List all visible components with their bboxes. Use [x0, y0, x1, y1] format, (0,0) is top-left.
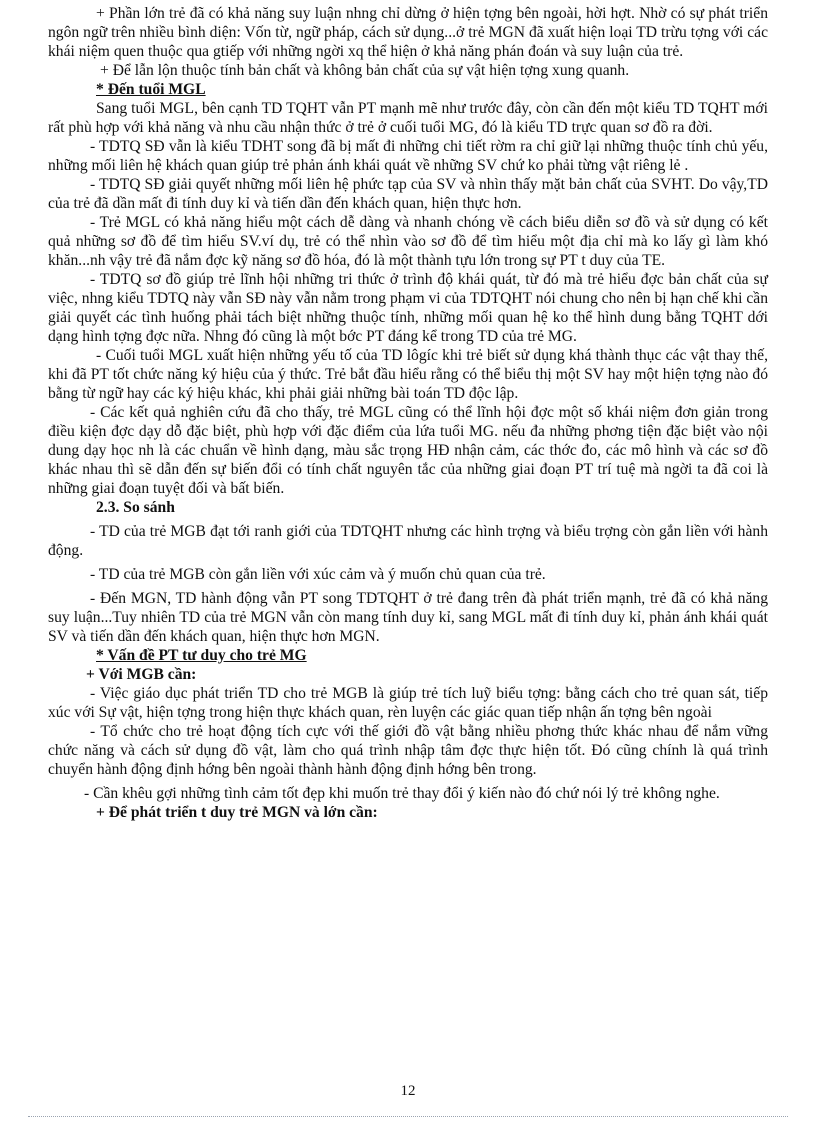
paragraph: - Việc giáo dục phát triển TD cho trẻ MGB là giúp trẻ tích luỹ biểu tợng: bằng cách cho trẻ quan sát, tiếp xúc với Sự vật, hiện tợng trong hiện thực khách quan, rèn luyện các giác quan tiếp nhận ấn tợng bên ngoài — [48, 685, 768, 721]
page-body — [48, 4, 768, 822]
section-heading: * Đến tuổi MGL — [96, 81, 206, 98]
subsection-heading: + Với MGB cần: — [86, 666, 197, 683]
paragraph: - TDTQ SĐ giải quyết những mối liên hệ phức tạp của SV và nhìn thấy mặt bản chất của SVHT. Do vậy,TD của trẻ đã dần mất đi tính duy kỉ và tiến dần đến khách quan, hiện thực hơn. — [48, 176, 768, 212]
paragraph: - Các kết quả nghiên cứu đã cho thấy, trẻ MGL cũng có thể lĩnh hội đợc một số khái niệm đơn giản trong điều kiện đợc dạy dỗ đặc biệt, phù hợp với đặc điểm của lứa tuổi MG. nếu đa những phơng tiện đặc biệt vào nội dung dạy học nh là các chuẩn về hình dạng, màu sắc trọng HĐ nhận cảm, các thớc đo, các mô hình và các sơ đồ khác nhau thì sẽ dẫn đến sự biến đổi có tính chất nguyên tắc của những giai đoạn PT trí tuệ mà ngời ta đã coi là những giai đoạn tuyệt đối và bất biến. — [48, 404, 768, 497]
page-bottom-border — [28, 1116, 788, 1117]
paragraph: + Phần lớn trẻ đã có khả năng suy luận nhng chỉ dừng ở hiện tợng bên ngoài, hời hợt. Nhờ có sự phát triển ngôn ngữ trên nhiều bình diện: Vốn từ, ngữ pháp, cách sử dụng...ở trẻ MGN đã xuất hiện loại TD trừu tợng với các khái niệm quen thuộc qua gtiếp với những ngời xq thể hiện ở khả năng phán đoán và suy luận của trẻ. — [48, 5, 768, 60]
paragraph: - Cần khêu gợi những tình cảm tốt đẹp khi muốn trẻ thay đổi ý kiến nào đó chứ nói lý trẻ không nghe. — [84, 785, 720, 802]
paragraph: - TDTQ SĐ vẫn là kiểu TDHT song đã bị mất đi những chi tiết rờm ra chỉ giữ lại những thuộc tính chủ yếu, những mối liên hệ khách quan giúp trẻ phản ánh khái quát về những SV chứ ko phải từng vật riêng lẻ . — [48, 138, 768, 174]
paragraph: - Tổ chức cho trẻ hoạt động tích cực với thế giới đồ vật bằng nhiều phơng thức khác nhau để nắm vững chức năng và cách sử dụng đồ vật, làm cho quá trình nhập tâm đợc thực hiện tốt. Đó cũng chính là quá trình chuyển hành động định hớng bên ngoài thành hành động định hớng bên trong. — [48, 723, 768, 778]
paragraph: - TD của trẻ MGB đạt tới ranh giới của TDTQHT nhưng các hình trợng và biểu trợng còn gắn liền với hành động. — [48, 523, 768, 559]
section-heading: * Vấn đề PT tư duy cho trẻ MG — [96, 647, 307, 664]
paragraph: - Trẻ MGL có khả năng hiểu một cách dễ dàng và nhanh chóng về cách biểu diễn sơ đồ và sử dụng có kết quả những sơ đồ để tìm hiểu SV.ví dụ, trẻ có thể nhìn vào sơ đồ để tìm hiểu một địa chỉ mà ko lấy gì làm khó khăn...nh vậy trẻ đã nắm đợc kỹ năng sơ đồ hóa, đó là một thành tựu lớn trong sự PT t duy của TE. — [48, 214, 768, 269]
paragraph: + Để lẫn lộn thuộc tính bản chất và không bản chất của sự vật hiện tợng xung quanh. — [100, 62, 630, 79]
page-number: 12 — [400, 1083, 416, 1099]
paragraph: - Đến MGN, TD hành động vẫn PT song TDTQHT ở trẻ đang trên đà phát triển mạnh, trẻ đã có khả năng suy luận...Tuy nhiên TD của trẻ MGN vẫn còn mang tính duy kỉ, sang MGL mất đi tính duy kỉ, phản ánh khái quát SV và tiến dần đến khách quan, hiện thực hơn MGN. — [48, 590, 768, 645]
paragraph: - Cuối tuổi MGL xuất hiện những yếu tố của TD lôgíc khi trẻ biết sử dụng khá thành thục các vật thay thế, khi đã PT tốt chức năng ký hiệu của ý thức. Trẻ bắt đầu hiểu rằng có thể biểu thị một SV hay một hiện tợng nào đó bằng từ ngữ hay các ký hiệu khác, khi phải giải những bài toán TD độc lập. — [48, 347, 768, 402]
subsection-heading: 2.3. So sánh — [96, 499, 175, 516]
paragraph: Sang tuổi MGL, bên cạnh TD TQHT vẫn PT mạnh mẽ như trước đây, còn cần đến một kiểu TD TQHT mới rất phù hợp với khả năng và nhu cầu nhận thức ở trẻ ở cuối tuổi MG, đó là kiểu TD trực quan sơ đồ ra đời. — [48, 100, 768, 136]
paragraph: - TD của trẻ MGB còn gắn liền với xúc cảm và ý muốn chủ quan của trẻ. — [90, 566, 546, 583]
subsection-heading: + Để phát triển t duy trẻ MGN và lớn cần: — [96, 804, 378, 821]
paragraph: - TDTQ sơ đồ giúp trẻ lĩnh hội những tri thức ở trình độ khái quát, từ đó mà trẻ hiểu đợc bản chất của sự việc, nhng kiểu TDTQ này vẫn SĐ này vẫn nằm trong phạm vi của TDTQHT nói chung cho nên bị hạn chế khi cần giải quyết các tình huống phải tách biệt những thuộc tính, những mối quan hệ ko thể hình dung bằng TQHT dới dạng hình tợng đợc nữa. Nhng đó cũng là một bớc PT đáng kể trong TD của trẻ MG. — [48, 271, 768, 345]
